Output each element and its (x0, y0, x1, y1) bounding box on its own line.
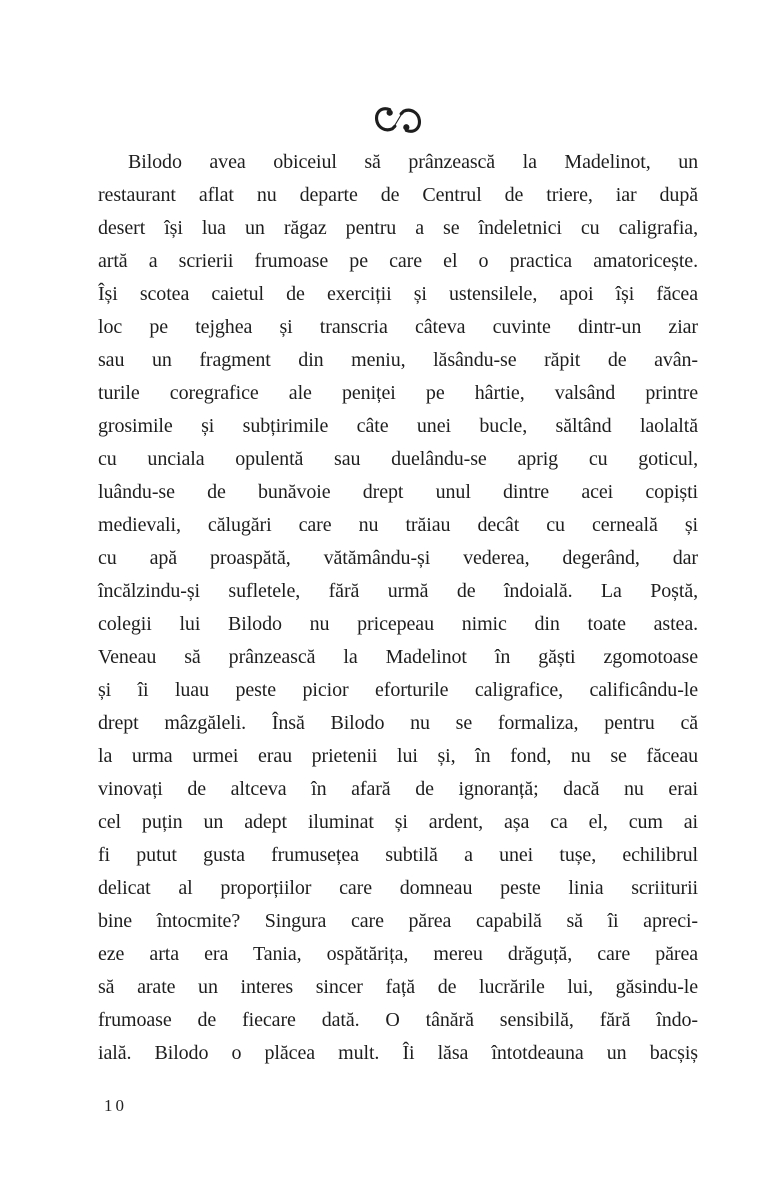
text-line: luându-se de bunăvoie drept unul dintre acei copiști (98, 481, 698, 503)
text-line: colegii lui Bilodo nu pricepeau nimic din toate astea. (98, 613, 698, 635)
text-line: fi putut gusta frumusețea subtilă a unei tușe, echilibrul (98, 844, 698, 866)
text-line: vinovați de altceva în afară de ignoranță; dacă nu erai (98, 778, 698, 800)
text-line: eze arta era Tania, ospătărița, mereu drăguță, care părea (98, 943, 698, 965)
text-line: grosimile și subțirimile câte unei bucle, săltând laolaltă (98, 415, 698, 437)
text-line: artă a scrierii frumoase pe care el o practica amatoricește. (98, 250, 698, 272)
text-line: cel puțin un adept iluminat și ardent, așa ca el, cum ai (98, 811, 698, 833)
text-line: drept mâzgăleli. Însă Bilodo nu se formaliza, pentru că (98, 712, 698, 734)
text-line: încălzindu-și sufletele, fără urmă de îndoială. La Poștă, (98, 580, 698, 602)
section-divider-ornament (98, 101, 698, 139)
text-line: medievali, călugări care nu trăiau decât cu cerneală și (98, 514, 698, 536)
text-line: Bilodo avea obiceiul să prânzească la Madelinot, un (128, 151, 698, 173)
scroll-divider-icon (372, 103, 424, 137)
text-line: sau un fragment din meniu, lăsându-se răpit de avân- (98, 349, 698, 371)
text-line: Veneau să prânzească la Madelinot în găști zgomotoase (98, 646, 698, 668)
page-number: 10 (104, 1096, 127, 1115)
text-line: cu apă proaspătă, vătămându-și vederea, degerând, dar (98, 547, 698, 569)
text-line: restaurant aflat nu departe de Centrul de triere, iar după (98, 184, 698, 206)
text-line: bine întocmite? Singura care părea capabilă să îi apreci- (98, 910, 698, 932)
text-line: cu unciala opulentă sau duelându-se aprig cu goticul, (98, 448, 698, 470)
text-line: Își scotea caietul de exerciții și ustensilele, apoi își făcea (98, 283, 698, 305)
paragraph (98, 146, 698, 1070)
text-line: turile coregrafice ale peniței pe hârtie, valsând printre (98, 382, 698, 404)
text-line: și îi luau peste picior eforturile caligrafice, calificându-le (98, 679, 698, 701)
text-line: ială. Bilodo o plăcea mult. Îi lăsa întotdeauna un bacșiș (98, 1042, 698, 1064)
text-line: desert își lua un răgaz pentru a se îndeletnici cu caligrafia, (98, 217, 698, 239)
text-line: frumoase de fiecare dată. O tânără sensibilă, fără îndo- (98, 1009, 698, 1031)
text-line: loc pe tejghea și transcria câteva cuvinte dintr-un ziar (98, 316, 698, 338)
text-line: să arate un interes sincer față de lucrările lui, găsindu-le (98, 976, 698, 998)
text-line: la urma urmei erau prietenii lui și, în fond, nu se făceau (98, 745, 698, 767)
text-line: delicat al proporțiilor care domneau peste linia scriiturii (98, 877, 698, 899)
